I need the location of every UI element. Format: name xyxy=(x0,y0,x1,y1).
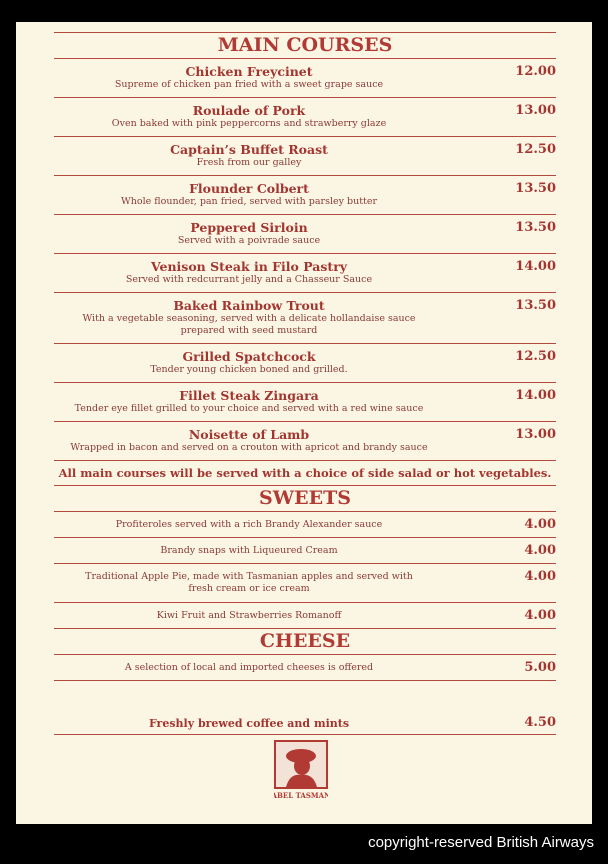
item-desc: A selection of local and imported cheeses is offered xyxy=(124,662,374,673)
item-price: 4.00 xyxy=(524,569,556,584)
menu-item xyxy=(54,512,556,537)
item-price: 14.00 xyxy=(515,388,556,403)
item-name: Noisette of Lamb xyxy=(188,427,310,442)
item-desc: Traditional Apple Pie, made with Tasmanian apples and served with xyxy=(85,571,413,582)
menu-item xyxy=(54,137,556,175)
item-price: 13.00 xyxy=(515,103,556,118)
portrait-logo-icon xyxy=(274,740,328,800)
item-desc: Served with a poivrade sauce xyxy=(177,235,321,246)
item-name: Captain’s Buffet Roast xyxy=(170,142,328,157)
item-desc: Tender eye fillet grilled to your choice and served with a red wine sauce xyxy=(74,403,424,414)
item-desc: Profiteroles served with a rich Brandy Alexander sauce xyxy=(115,519,383,530)
item-desc: Kiwi Fruit and Strawberries Romanoff xyxy=(156,610,342,621)
item-desc: Supreme of chicken pan fried with a sweet grape sauce xyxy=(114,79,384,90)
copyright-text: copyright-reserved British Airways xyxy=(368,834,594,851)
menu-item xyxy=(54,538,556,563)
menu-item xyxy=(54,215,556,253)
item-desc: Brandy snaps with Liqueured Cream xyxy=(160,545,338,556)
item-price: 12.50 xyxy=(515,349,556,364)
item-price: 13.50 xyxy=(515,181,556,196)
item-name: Baked Rainbow Trout xyxy=(173,298,325,313)
item-price: 5.00 xyxy=(524,660,556,675)
item-name: Roulade of Pork xyxy=(192,103,306,118)
logo-text: ABEL TASMAN xyxy=(274,791,328,800)
item-name: Flounder Colbert xyxy=(189,181,309,196)
item-name: Fillet Steak Zingara xyxy=(179,388,319,403)
menu-item xyxy=(54,422,556,460)
item-price: 4.00 xyxy=(524,608,556,623)
menu-content xyxy=(54,32,556,735)
item-name: Grilled Spatchcock xyxy=(182,349,316,364)
menu-item xyxy=(54,655,556,680)
item-desc: Whole flounder, pan fried, served with parsley butter xyxy=(121,196,377,207)
item-price: 4.50 xyxy=(524,715,556,730)
item-price: 13.50 xyxy=(515,298,556,313)
item-name: Chicken Freycinet xyxy=(185,64,313,79)
item-name: Venison Steak in Filo Pastry xyxy=(150,259,348,274)
item-desc: Served with redcurrant jelly and a Chasseur Sauce xyxy=(125,274,373,285)
item-price: 12.50 xyxy=(515,142,556,157)
menu-item xyxy=(54,293,556,343)
menu-item xyxy=(54,383,556,421)
menu-item xyxy=(54,344,556,382)
item-price: 12.00 xyxy=(515,64,556,79)
item-desc: With a vegetable seasoning, served with a delicate hollandaise sauce xyxy=(82,313,416,324)
abel-tasman-logo xyxy=(274,740,328,800)
item-price: 14.00 xyxy=(515,259,556,274)
item-price: 13.00 xyxy=(515,427,556,442)
item-desc-line2: fresh cream or ice cream xyxy=(188,583,310,594)
item-price: 4.00 xyxy=(524,517,556,532)
item-desc: Fresh from our galley xyxy=(196,157,302,168)
menu-item xyxy=(54,176,556,214)
item-desc: Tender young chicken boned and grilled. xyxy=(150,364,348,375)
main-courses-note: All main courses will be served with a choice of side salad or hot vegetables. xyxy=(58,466,552,480)
item-desc-line2: prepared with seed mustard xyxy=(180,325,318,336)
menu-item xyxy=(54,254,556,292)
item-price: 4.00 xyxy=(524,543,556,558)
cheese-heading: CHEESE xyxy=(259,630,351,652)
main-courses-heading: MAIN COURSES xyxy=(217,34,393,56)
item-price: 13.50 xyxy=(515,220,556,235)
menu-item xyxy=(54,98,556,136)
item-desc: Oven baked with pink peppercorns and strawberry glaze xyxy=(111,118,387,129)
menu-item xyxy=(54,710,556,734)
sweets-heading: SWEETS xyxy=(259,487,351,509)
item-name: Freshly brewed coffee and mints xyxy=(148,717,350,730)
item-desc: Wrapped in bacon and served on a crouton with apricot and brandy sauce xyxy=(70,442,428,453)
item-name: Peppered Sirloin xyxy=(190,220,308,235)
menu-item xyxy=(54,564,556,602)
menu-item xyxy=(54,59,556,97)
menu-item xyxy=(54,603,556,628)
